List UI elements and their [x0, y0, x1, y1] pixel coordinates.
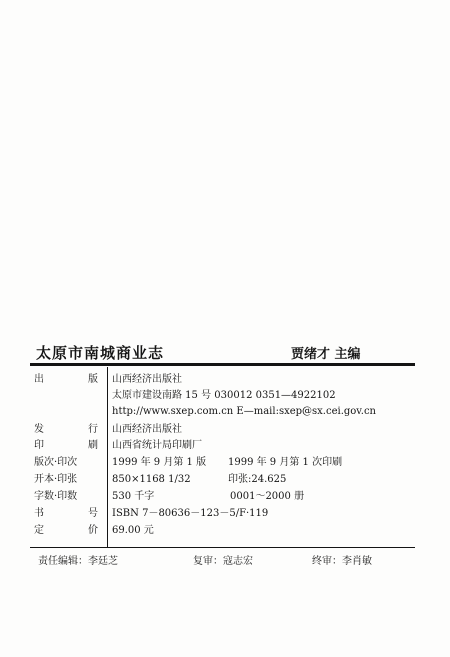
publisher-address: 太原市建设南路 15 号 030012 0351—4922102	[112, 390, 336, 401]
printer-label: 印 刷	[34, 440, 98, 451]
print-run-value: 0001～2000 册	[230, 491, 305, 502]
isbn-label: 书 号	[34, 508, 98, 519]
book-title: 太原市南城商业志	[36, 344, 165, 362]
edition-label: 版次·印次	[34, 457, 78, 468]
words-label: 字数·印数	[34, 491, 78, 502]
publisher-web: http://www.sxep.com.cn E—mail:sxep@sx.cei.gov.cn	[112, 406, 376, 417]
printing-value: 1999 年 9 月第 1 次印刷	[228, 457, 343, 468]
chief-editor: 贾绪才 主编	[291, 347, 361, 362]
price-label: 定 价	[34, 525, 98, 536]
publisher-label: 出 版	[34, 374, 98, 385]
top-rule	[30, 363, 415, 366]
edition-value: 1999 年 9 月第 1 版	[112, 457, 207, 468]
isbn-value: ISBN 7－80636－123－5/F·119	[112, 508, 269, 519]
price-value: 69.00 元	[112, 525, 154, 536]
bottom-rule	[30, 547, 415, 548]
format-value: 850×1168 1/32	[112, 474, 191, 485]
format-label: 开本·印张	[34, 474, 78, 485]
distributor-label: 发 行	[34, 424, 98, 435]
column-divider	[107, 367, 108, 547]
responsible-editor: 责任编辑：李廷芝	[38, 556, 118, 567]
words-value: 530 千字	[112, 491, 155, 502]
sheets-value: 印张:24.625	[228, 474, 287, 485]
distributor-value: 山西经济出版社	[112, 424, 182, 435]
reviewer: 复审：寇志宏	[193, 556, 253, 567]
final-reviewer: 终审：李肖敏	[312, 556, 372, 567]
publisher-name: 山西经济出版社	[112, 374, 182, 385]
printer-value: 山西省统计局印刷厂	[112, 440, 202, 451]
